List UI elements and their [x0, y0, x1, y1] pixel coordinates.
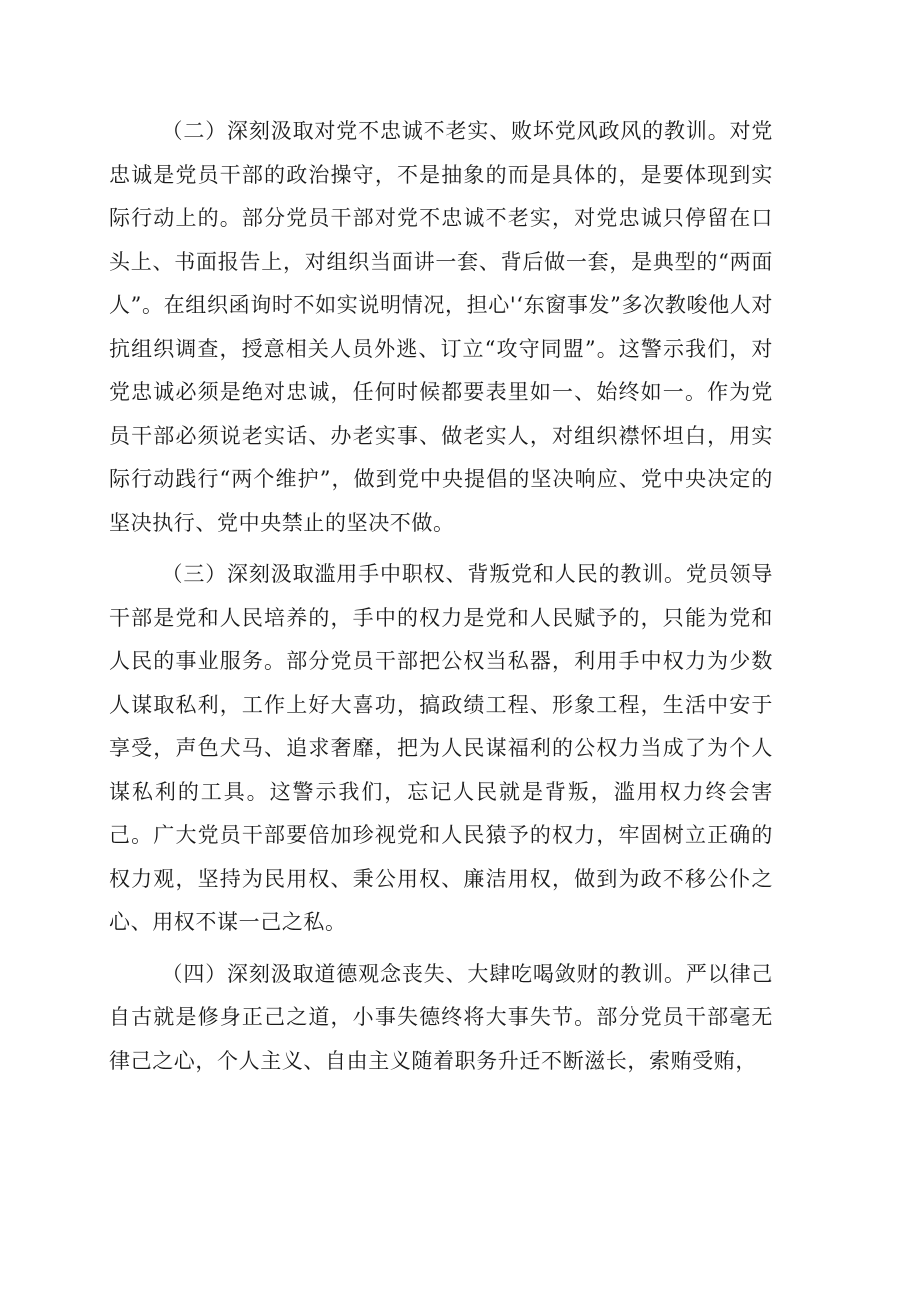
paragraph-section-3: （三）深刻汲取滥用手中职权、背叛党和人民的教训。党员领导干部是党和人民培养的，手中的权力是党和人民赋予的，只能为党和人民的事业服务。部分党员干部把公权当私器，利用手中权力为少数人谋取私利，工作上好大喜功，搞政绩工程、形象工程，生活中安于享受，声色犬马、追求奢靡，把为人民谋福利的公权力当成了为个人谋私利的工具。这警示我们，忘记人民就是背叛，滥用权力终会害己。广大党员干部要倍加珍视党和人民猿予的权力，牢固树立正确的权力观，坚持为民用权、秉公用权、廉洁用权，做到为政不移公仆之心、用权不谋一己之私。 — [109, 562, 773, 934]
document-body — [109, 110, 773, 1083]
paragraph-section-2: （二）深刻汲取对党不忠诚不老实、败坏党风政风的教训。对党忠诚是党员干部的政治操守，不是抽象的而是具体的，是要体现到实际行动上的。部分党员干部对党不忠诚不老实，对党忠诚只停留在口头上、书面报告上，对组织当面讲一套、背后做一套，是典型的“两面人”。在组织函询时不如实说明情况，担心'‘东窗事发”多次教唆他人对抗组织调查，授意相关人员外逃、订立“攻守同盟”。这警示我们，对党忠诚必须是绝对忠诚，任何时候都要表里如一、始终如一。作为党员干部必须说老实话、办老实事、做老实人，对组织襟怀坦白，用实际行动践行“两个维护”，做到党中央提倡的坚决响应、党中央决定的坚决执行、党中央禁止的坚决不做。 — [109, 119, 773, 535]
paragraph-section-4: （四）深刻汲取道德观念丧失、大肆吃喝敛财的教训。严以律己自古就是修身正己之道，小事失德终将大事失节。部分党员干部毫无律己之心，个人主义、自由主义随着职务升迁不断滋长，索贿受贿， — [109, 961, 773, 1073]
